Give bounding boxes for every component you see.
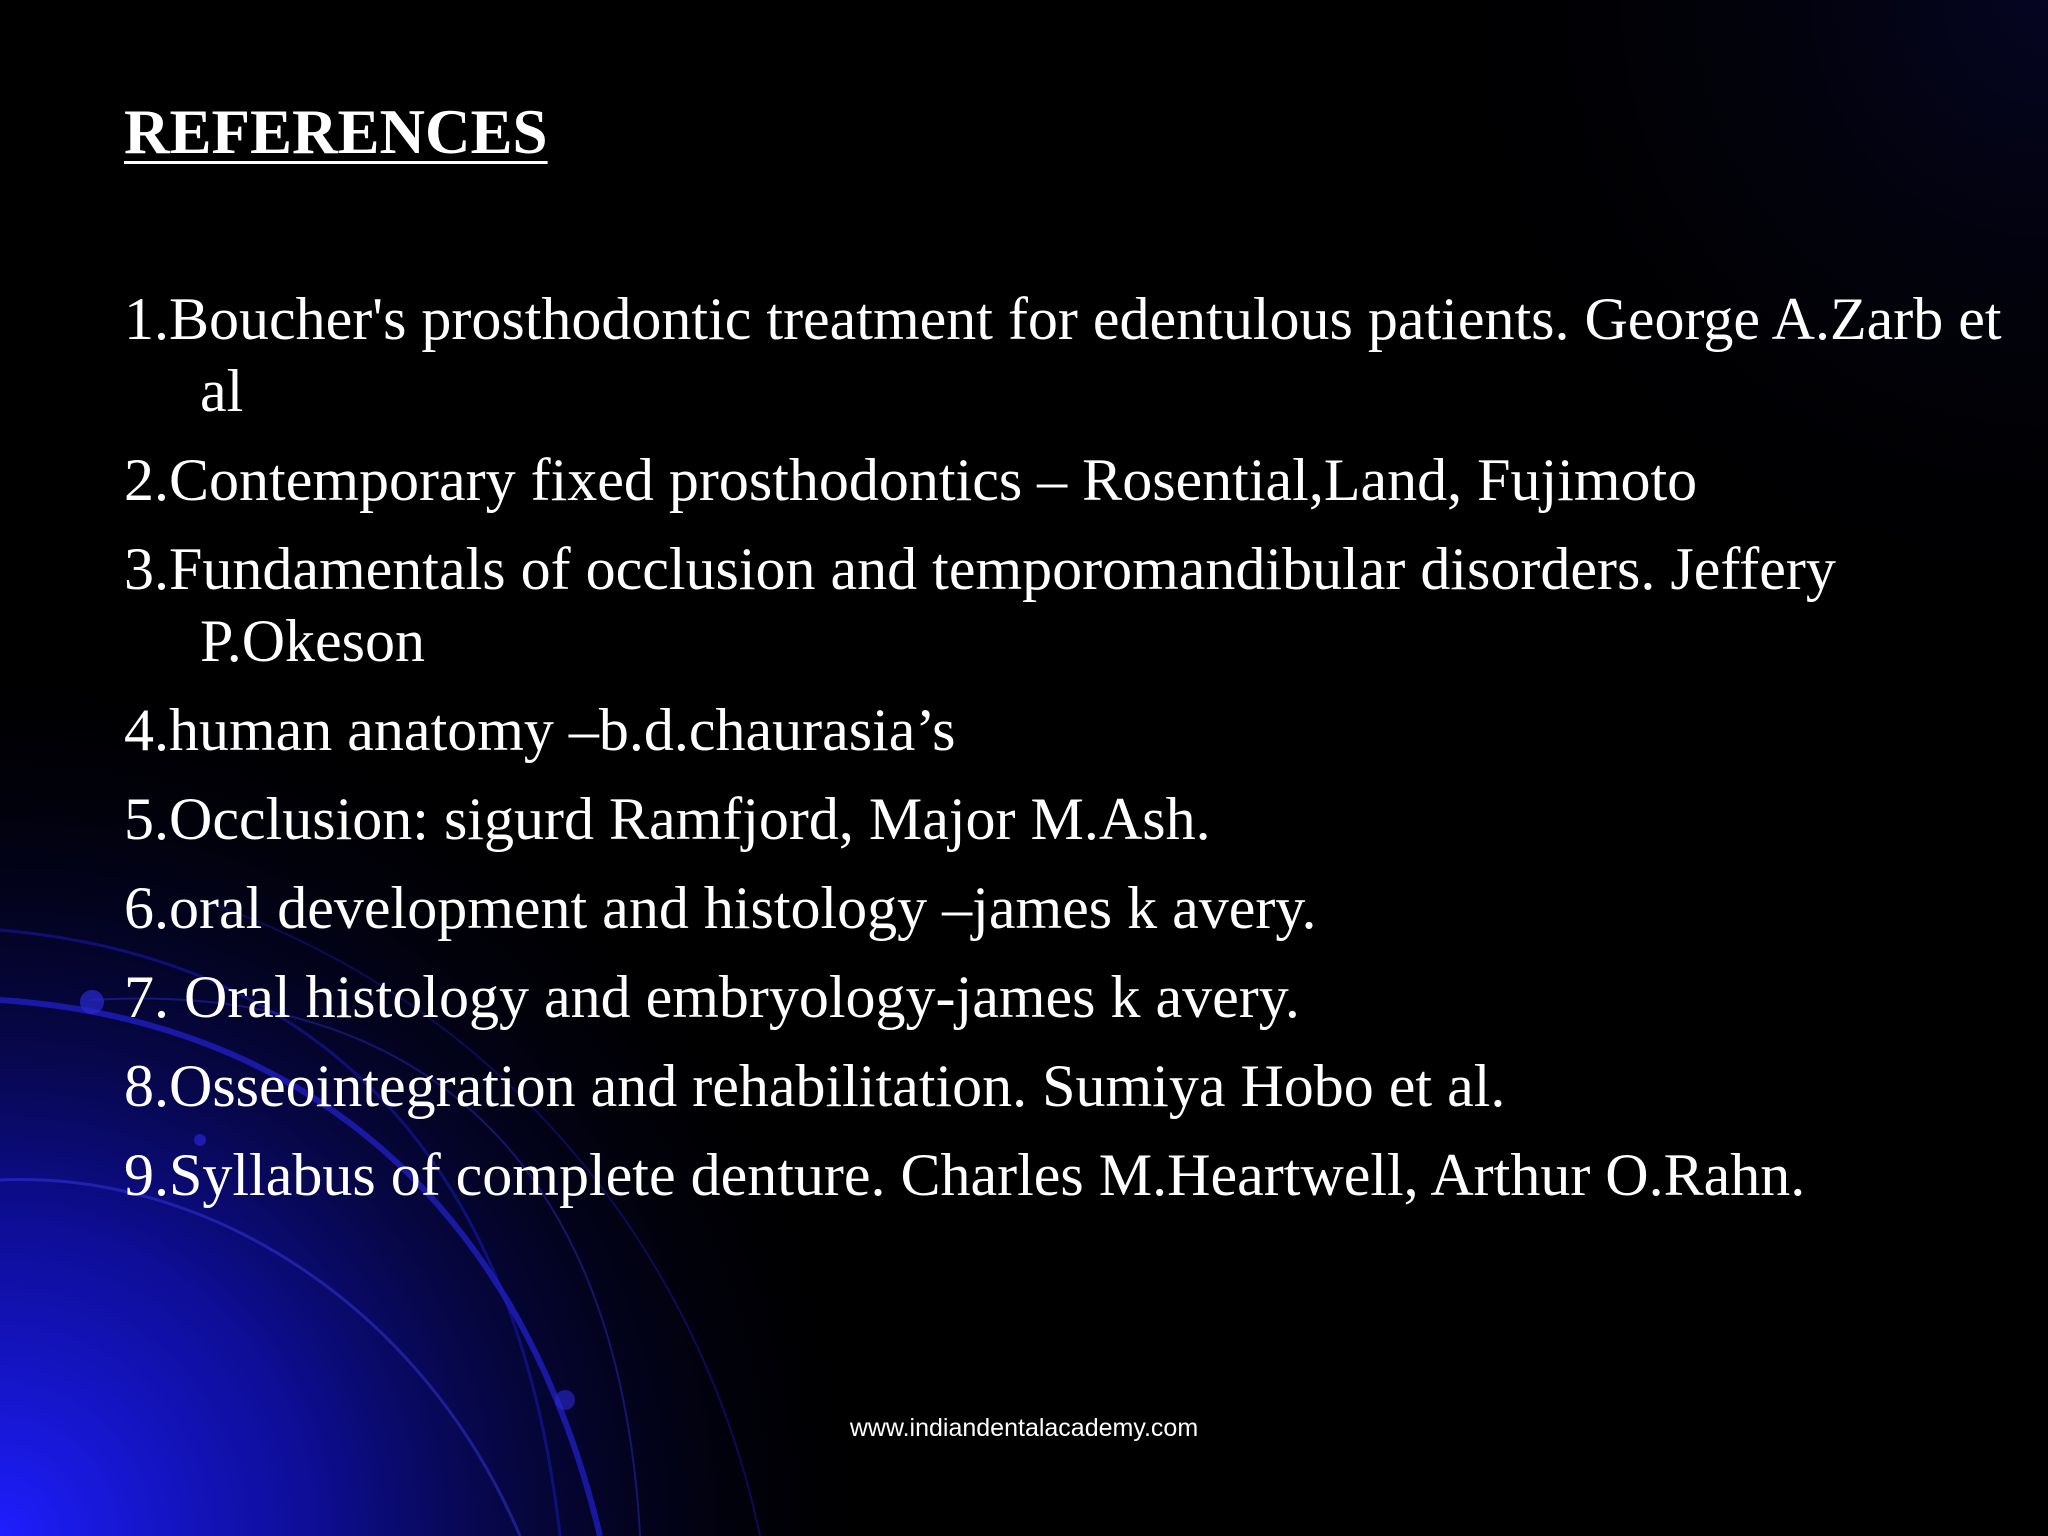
references-list: [124, 283, 2004, 1228]
reference-item: 6.oral development and histology –james k avery.: [124, 875, 1317, 941]
decor-dot-1: [80, 990, 104, 1014]
reference-item: 9.Syllabus of complete denture. Charles M.Heartwell, Arthur O.Rahn.: [124, 1142, 1806, 1208]
reference-item: 2.Contemporary fixed prosthodontics – Rosential,Land, Fujimoto: [124, 447, 1698, 513]
reference-item: 4.human anatomy –b.d.chaurasia’s: [124, 697, 956, 763]
decor-dot-2: [555, 1390, 575, 1410]
reference-item: 3.Fundamentals of occlusion and temporomandibular disorders. Jeffery P.Okeson: [124, 536, 1836, 674]
reference-item: 7. Oral histology and embryology-james k avery.: [124, 964, 1300, 1030]
slide-title: REFERENCES: [124, 97, 548, 167]
reference-item: 8.Osseointegration and rehabilitation. Sumiya Hobo et al.: [124, 1053, 1506, 1119]
footer-url: www.indiandentalacademy.com: [849, 1414, 1199, 1442]
reference-item: 5.Occlusion: sigurd Ramfjord, Major M.Ash.: [124, 786, 1211, 852]
reference-item: 1.Boucher's prosthodontic treatment for edentulous patients. George A.Zarb et al: [124, 286, 2002, 424]
